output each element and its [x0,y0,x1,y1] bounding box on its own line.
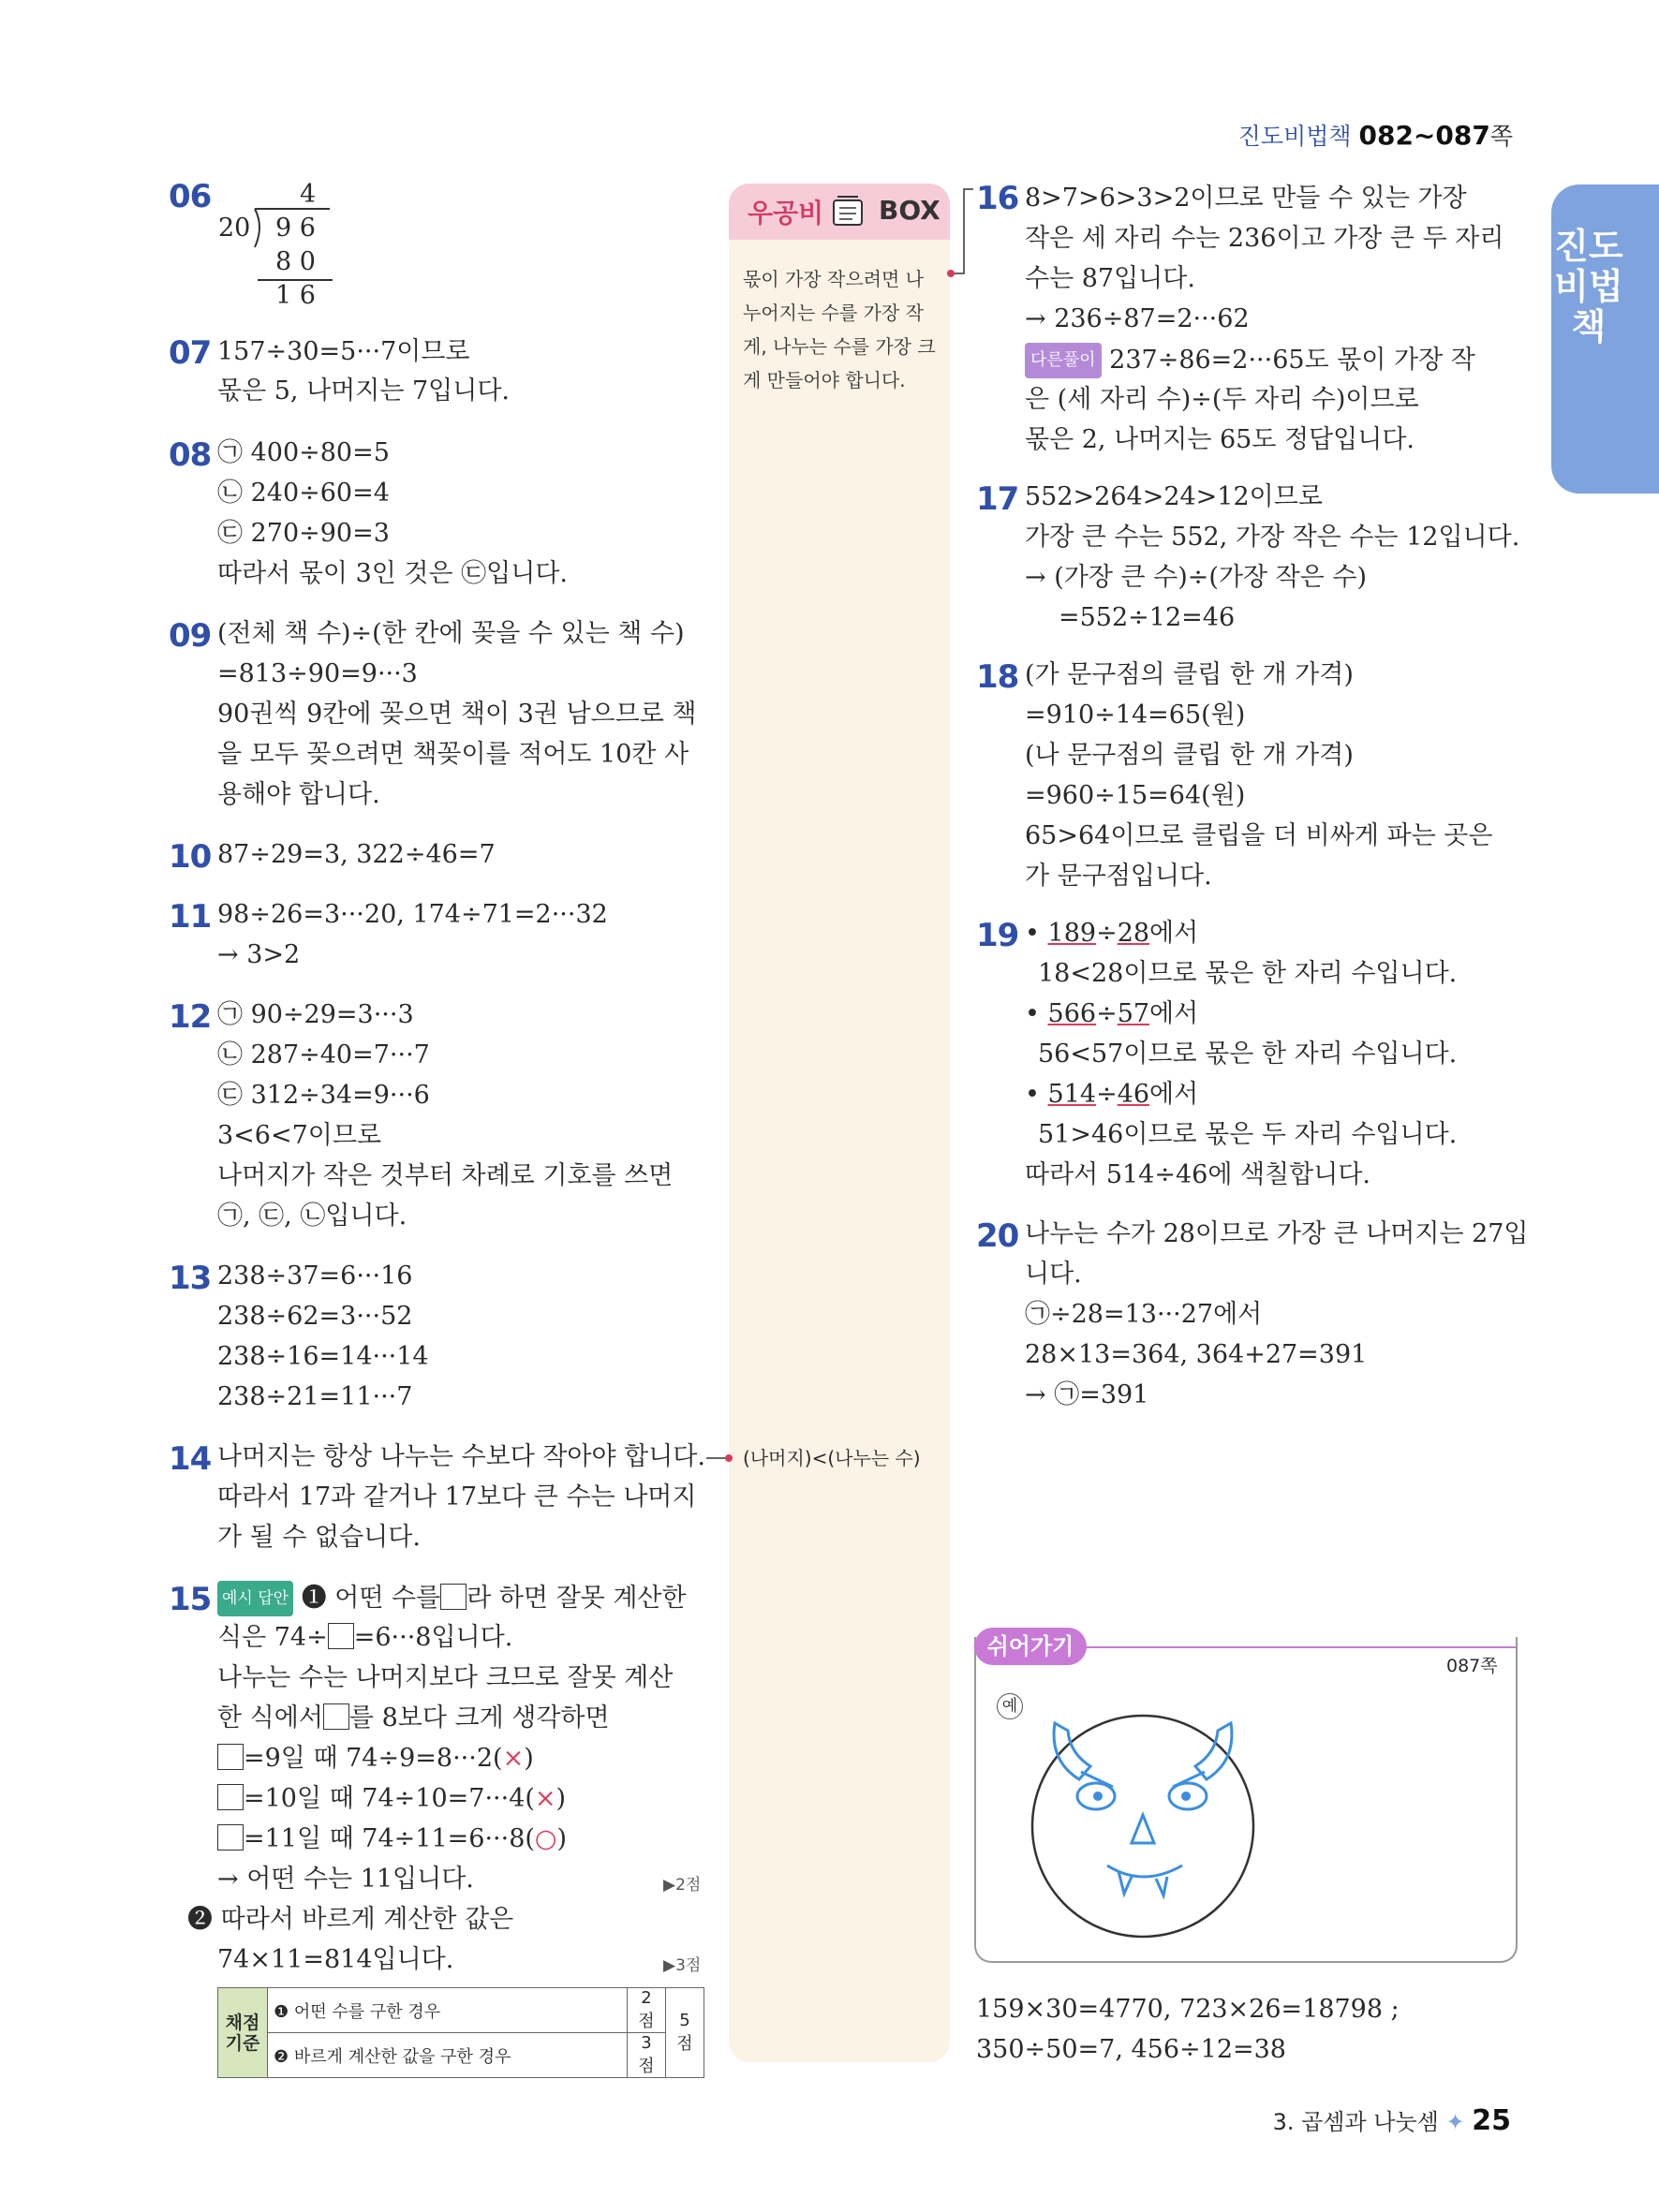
alt-solution-tag: 다른풀이 [1025,343,1102,378]
q15-line1 [217,1581,687,1616]
q14-line1: 나머지는 항상 나누는 수보다 작아야 합니다. [217,1442,705,1471]
book-icon [828,191,869,232]
q12-line6: ㉠, ㉢, ㉡입니다. [217,1202,407,1231]
header-book: 진도비법책 [1237,123,1352,150]
q15-line2-text-b: =6···8입니다. [353,1623,513,1652]
q15-line4-text: 한 식에서 [217,1703,323,1733]
blank-box [217,1824,244,1851]
devil-face-drawing [1021,1686,1265,1948]
rest-answer-line2: 350÷50=7, 456÷12=38 [976,2035,1286,2064]
example-badge: 예 [997,1693,1023,1719]
q19-line1: • 189÷28에서 [1025,919,1199,948]
q19-line6: 51>46이므로 몫은 두 자리 수입니다. [1038,1120,1458,1149]
q18-line6: 가 문구점입니다. [1025,862,1212,891]
q16-line5 [1025,343,1475,378]
q15-line2-text: 식은 74÷ [217,1623,328,1652]
q18-line4: =960÷15=64(원) [1025,781,1246,810]
connector-arrow [704,1449,734,1467]
q08-number: 08 [169,436,212,474]
q20-number: 20 [976,1217,1019,1255]
page-number: 25 [1472,2104,1511,2137]
q19-suffix-1: 에서 [1149,919,1199,948]
q20-line5: → ㉠=391 [1025,1380,1149,1409]
q15-line8: → 어떤 수는 11입니다. [217,1865,474,1894]
q06-quotient: 4 [300,180,317,209]
connector-line [941,184,979,287]
q13-line2: 238÷62=3···52 [217,1302,413,1331]
q18-number: 18 [976,658,1019,696]
grading-row2-points: 3점 [628,2033,666,2078]
q19-dividend-1: 189 [1047,919,1097,948]
blank-box [440,1584,467,1610]
q15-line5-text: =9일 때 74÷9=8···2( [244,1744,503,1773]
q15-line2 [217,1621,512,1655]
blank-box [217,1784,244,1810]
q08-line1: ㉠ 400÷80=5 [217,438,390,467]
q08-line3: ㉢ 270÷90=3 [217,519,390,548]
q07-line2: 몫은 5, 나머지는 7입니다. [217,376,511,406]
q12-line1: ㉠ 90÷29=3···3 [217,1000,414,1029]
remainder-note: (나머지)<(나누는 수) [743,1447,921,1469]
q15-line6-text: =10일 때 74÷10=7···4( [244,1784,535,1813]
q15-line9: ❷ 따라서 바르게 계산한 값은 [187,1905,514,1934]
q13-line4: 238÷21=11···7 [217,1382,413,1411]
q15-line6 [217,1782,566,1816]
q19-divisor-1: 28 [1117,919,1150,948]
q17-line1: 552>264>24>12이므로 [1025,482,1323,511]
q19-suffix-3: 에서 [1149,1080,1199,1109]
q19-divisor-3: 46 [1117,1080,1150,1109]
tip-box-text: 몫이 가장 작으려면 나누어지는 수를 가장 작게, 나누는 수를 가장 크게 만들어야 합니다. [743,268,936,391]
q15-line6-close: ) [555,1784,567,1813]
rest-title: 쉬어가기 [974,1628,1087,1665]
q19-dividend-2: 566 [1047,999,1097,1028]
grading-row1-points: 2점 [628,1988,666,2033]
page-header [1238,118,1513,152]
q09-line3: 90권씩 9칸에 꽂으면 책이 3권 남으므로 책 [217,700,697,729]
q15-line7-close: ) [556,1824,568,1853]
grading-table [217,1987,704,2076]
q20-line2: 니다. [1025,1260,1082,1289]
q16-line7: 몫은 2, 나머지는 65도 정답입니다. [1025,425,1415,454]
tip-box-title: 우공비 [748,198,824,229]
q16-line6: 은 (세 자리 수)÷(두 자리 수)이므로 [1025,385,1419,414]
q19-dividend-3: 514 [1047,1080,1097,1109]
q15-line1-text-b: 라 하면 잘못 계산한 [467,1584,687,1613]
grading-row1: ❶ 어떤 수를 구한 경우 [268,1988,628,2033]
q08-line4: 따라서 몫이 3인 것은 ㉢입니다. [217,559,568,588]
q16-line2: 작은 세 자리 수는 236이고 가장 큰 두 자리 [1025,224,1504,253]
grading-row2: ❷ 바르게 계산한 값을 구한 경우 [268,2033,628,2078]
q06-remainder: 1 6 [275,281,316,310]
points-2: ▶2점 [663,1876,702,1895]
footer-chapter: 3. 곱셈과 나눗셈 [1272,2109,1439,2135]
q19-number: 19 [976,917,1019,954]
side-tab [1551,184,1659,494]
q13-line1: 238÷37=6···16 [217,1261,413,1290]
q12-line4: 3<6<7이므로 [217,1121,382,1150]
q09-line1: (전체 책 수)÷(한 칸에 꽂을 수 있는 책 수) [217,619,685,648]
blank-box [217,1744,244,1770]
rest-page: 087쪽 [1446,1656,1498,1676]
q15-line4 [217,1702,610,1735]
q07-number: 07 [169,334,212,372]
q20-line3: ㉠÷28=13···27에서 [1025,1300,1263,1329]
q11-number: 11 [169,898,212,936]
q19-line4: 56<57이므로 몫은 한 자리 수입니다. [1038,1040,1458,1069]
q19-line5: • 514÷46에서 [1025,1080,1199,1109]
header-pages: 082~087 [1358,120,1490,151]
q13-number: 13 [169,1260,212,1297]
side-tab-label: 진도비법책 [1554,226,1623,347]
example-answer-tag: 예시 답안 [217,1581,293,1616]
q17-line2: 가장 큰 수는 552, 가장 작은 수는 12입니다. [1025,523,1520,552]
q18-line2: =910÷14=65(원) [1025,700,1246,730]
cross-mark: × [502,1744,525,1773]
grading-header: 채점 기준 [218,1988,268,2078]
q06-divisor: 20 [218,214,251,243]
points-3: ▶3점 [663,1956,702,1975]
q14-number: 14 [169,1440,212,1478]
q11-line1: 98÷26=3···20, 174÷71=2···32 [217,900,608,929]
q18-line5: 65>64이므로 클립을 더 비싸게 파는 곳은 [1025,821,1493,850]
tip-box-label: BOX [879,195,941,226]
q06-dividend: 9 6 [275,214,316,243]
q09-line5: 용해야 합니다. [217,780,380,809]
q15-line7-text: =11일 때 74÷11=6···8( [244,1824,535,1853]
q16-line3: 수는 87입니다. [1025,264,1195,293]
q16-number: 16 [976,180,1019,217]
q20-line1: 나누는 수가 28이므로 가장 큰 나머지는 27입 [1025,1219,1529,1248]
q10-number: 10 [169,838,212,876]
q17-number: 17 [976,480,1019,518]
blank-box [323,1703,349,1730]
page-footer [1273,2103,1511,2137]
q08-line2: ㉡ 240÷60=4 [217,479,390,508]
q06-number: 06 [169,178,212,215]
circle-mark: ○ [534,1824,557,1853]
q15-number: 15 [169,1581,212,1618]
q12-line3: ㉢ 312÷34=9···6 [217,1081,430,1110]
q12-line5: 나머지가 작은 것부터 차례로 기호를 쓰면 [217,1161,674,1190]
q13-line3: 238÷16=14···14 [217,1342,429,1371]
tip-box [729,184,950,2062]
q15-line4-text-b: 를 8보다 크게 생각하면 [348,1703,610,1733]
q06-product: 8 0 [275,247,316,276]
q15-line1-text: ❶ 어떤 수를 [301,1584,441,1613]
q18-line3: (나 문구점의 클립 한 개 가격) [1025,741,1354,770]
q15-line5-close: ) [524,1744,534,1773]
q09-number: 09 [169,617,212,655]
q15-line10: 74×11=814입니다. [217,1945,454,1974]
q15-line7 [217,1822,567,1856]
blank-box [328,1623,354,1649]
q18-line1: (가 문구점의 클립 한 개 가격) [1025,660,1354,689]
q16-line5-text: 237÷86=2···65도 몫이 가장 작 [1109,346,1475,375]
q17-line4: =552÷12=46 [1059,603,1236,632]
q19-divisor-2: 57 [1117,999,1150,1028]
q10-line1: 87÷29=3, 322÷46=7 [217,840,496,869]
q14-line2: 따라서 17과 같거나 17보다 큰 수는 나머지 [217,1482,697,1512]
diamond-icon: ✦ [1445,2109,1465,2135]
q15-line3: 나누는 수는 나머지보다 크므로 잘못 계산 [217,1663,674,1692]
q12-line2: ㉡ 287÷40=7···7 [217,1040,430,1069]
cross-mark: × [534,1784,556,1813]
q16-line4: → 236÷87=2···62 [1025,304,1250,333]
q19-line2: 18<28이므로 몫은 한 자리 수입니다. [1038,959,1458,988]
q16-line1: 8>7>6>3>2이므로 만들 수 있는 가장 [1025,184,1467,213]
q17-line3: → (가장 큰 수)÷(가장 작은 수) [1025,563,1368,592]
q11-line2: → 3>2 [217,940,301,969]
q15-line5 [217,1742,534,1776]
q14-line3: 가 될 수 없습니다. [217,1523,421,1552]
rest-answer-line1: 159×30=4770, 723×26=18798 ; [976,1995,1400,2024]
q07-line1: 157÷30=5···7이므로 [217,337,470,366]
q19-suffix-2: 에서 [1149,999,1199,1028]
q19-line3: • 566÷57에서 [1025,999,1199,1028]
q09-line4: 을 모두 꽂으려면 책꽂이를 적어도 10칸 사 [217,740,689,769]
q12-number: 12 [169,998,212,1036]
q19-line7: 따라서 514÷46에 색칠합니다. [1025,1160,1370,1189]
q20-line4: 28×13=364, 364+27=391 [1025,1340,1368,1369]
q09-line2: =813÷90=9···3 [217,659,418,688]
grading-total: 5점 [666,1988,704,2078]
header-suffix: 쪽 [1489,123,1513,150]
